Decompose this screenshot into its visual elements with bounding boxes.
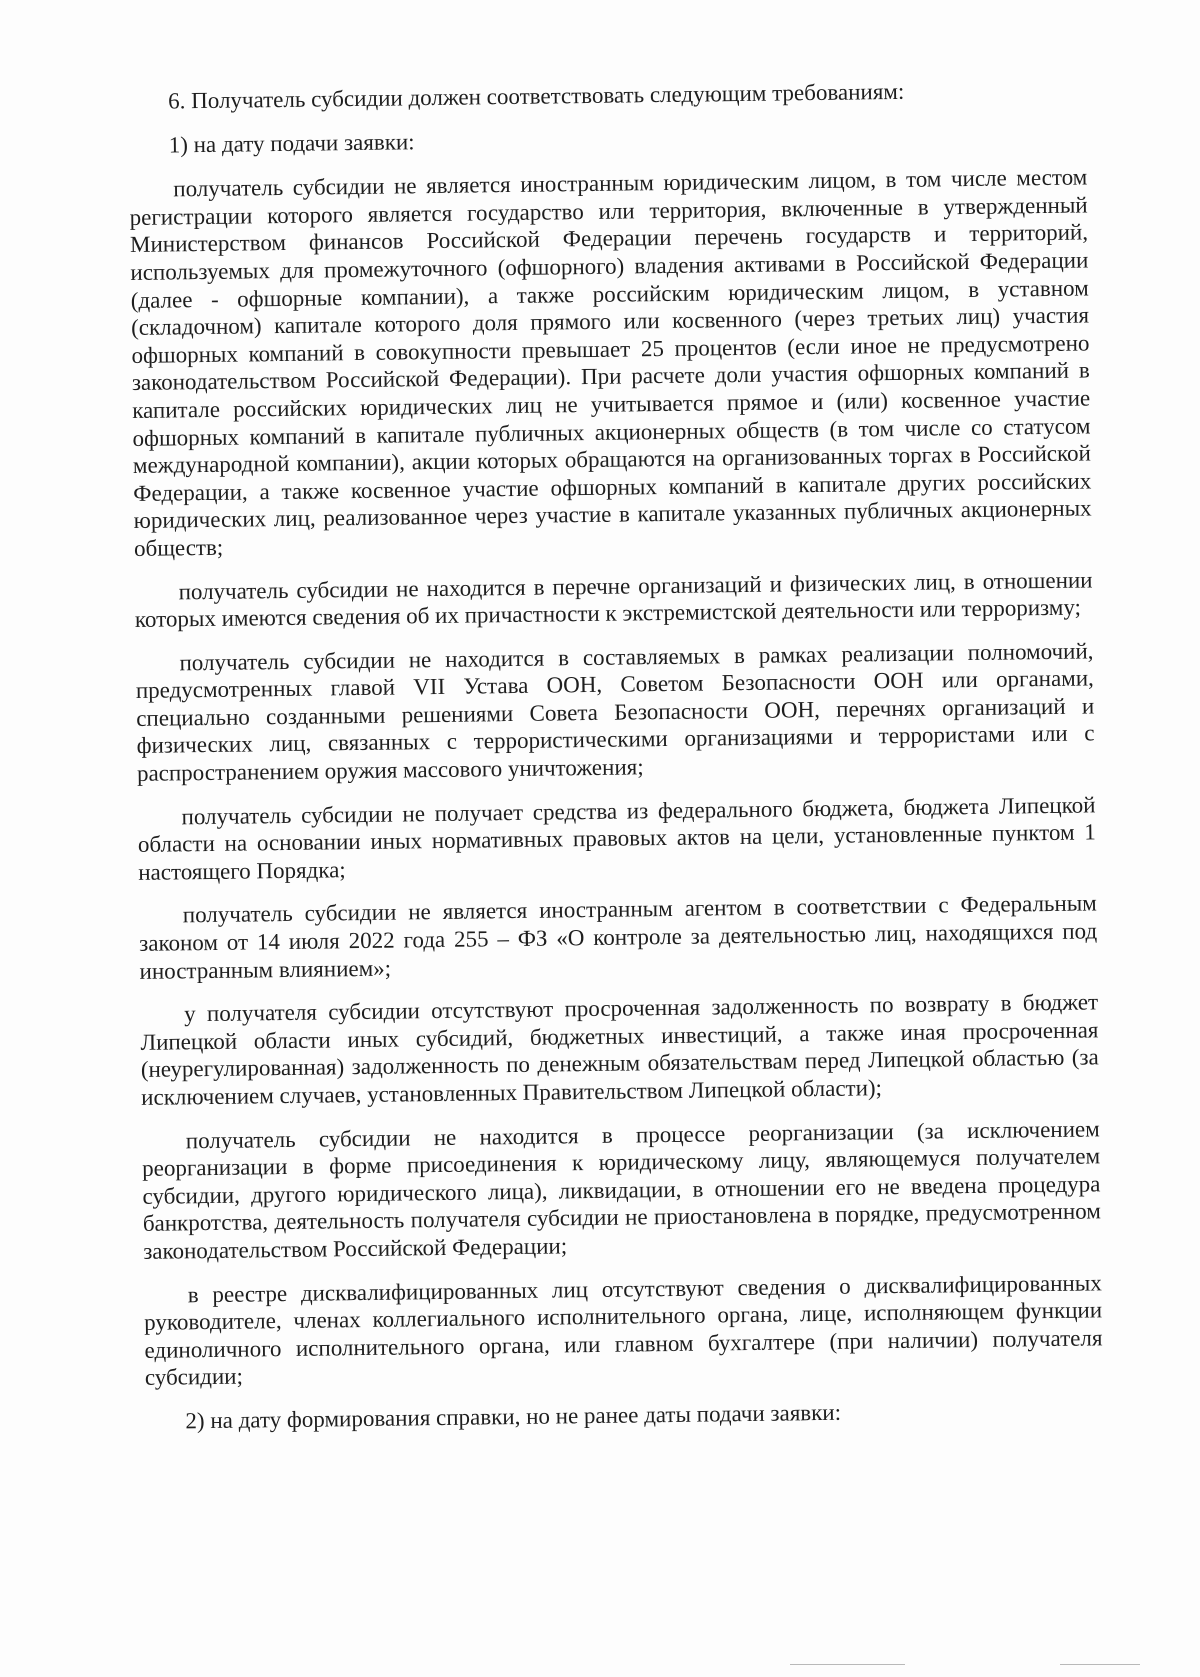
subsection-heading-1: 1) на дату подачи заявки: [168, 128, 415, 158]
section-heading: 6. Получатель субсидии должен соответствовать следующим требованиям: [168, 78, 905, 114]
requirement-paragraph-foreign-agent: получатель субсидии не является иностранным агентом в соответствии с Федеральным законом от 14 июля 2022 года 255 – ФЗ «О контроле за деятельностью лиц, находящихся под иностранным влиянием»; [139, 890, 1098, 984]
scan-artifact-line-right [1060, 1664, 1140, 1665]
requirement-paragraph-debt: у получателя субсидии отсутствуют просроченная задолженность по возврату в бюджет Липецкой области иных субсидий, бюджетных инвестиций, а также иная просроченная (неурегулированная) задолженность по денежным обязательствам перед Липецкой областью (за исключением случаев, установленных Правительством Липецкой области); [140, 989, 1099, 1110]
scan-artifact-line-left [790, 1664, 905, 1665]
requirement-paragraph-extremism: получатель субсидии не находится в перечне организаций и физических лиц, в отношении которых имеются сведения об их причастности к экстремистской деятельности или терроризму; [134, 566, 1093, 633]
requirement-paragraph-budget-funds: получатель субсидии не получает средства из федерального бюджета, бюджета Липецкой области на основании иных нормативных правовых актов на цели, установленные пунктом 1 настоящего Порядка; [137, 792, 1096, 885]
requirement-paragraph-un-lists: получатель субсидии не находится в составляемых в рамках реализации полномочий, предусмотренных главой VII Устава ООН, Советом Безопасности ООН или органами, специально созданными решениями Совета Безопасности ООН, перечнях организаций и физических лиц, связанных с террористическими организациями и террористами или с распространением оружия массового уничтожения; [135, 638, 1095, 787]
requirement-paragraph-disqualified: в реестре дисквалифицированных лиц отсутствуют сведения о дисквалифицированных руководителе, членах коллегиального исполнительного органа, лице, исполняющем функции единоличного исполнительного органа, или главном бухгалтере (при наличии) получателя субсидии; [143, 1269, 1103, 1391]
document-body [128, 75, 1104, 1435]
requirement-paragraph-reorganization: получатель субсидии не находится в процессе реорганизации (за исключением реорганизации в форме присоединения к юридическому лицу, являющемуся получателем субсидии, другого юридического лица), ликвидации, в отношении его не введена процедура банкротства, деятельность получателя субсидии не приостановлена в порядке, предусмотренном законодательством Российской Федерации; [141, 1115, 1101, 1264]
requirement-paragraph-offshore: получатель субсидии не является иностранным юридическим лицом, в том числе местом регистрации которого является государство или территория, включенные в утвержденный Министерством финансов Российской Федерации перечень государств и территорий, используемых для промежуточного (офшорного) владения активами в Российской Федерации (далее - офшорные компании), а также российским юридическим лицом, в уставном (складочном) капитале которого доля прямого или косвенного (через третьих лиц) участия офшорных компаний в совокупности превышает 25 процентов (если иное не предусмотрено законодательством Российской Федерации). При расчете доли участия офшорных компаний в капитале российских юридических лиц не учитывается прямое и (или) косвенное участие офшорных компаний в капитале публичных акционерных обществ (в том числе со статусом международной компании), акции которых обращаются на организованных торгах в Российской Федерации, а также косвенное участие офшорных компаний в капитале других российских юридических лиц, реализованное через участие в капитале указанных публичных акционерных обществ; [129, 164, 1092, 561]
subsection-heading-2: 2) на дату формирования справки, но не ранее даты подачи заявки: [185, 1399, 842, 1434]
